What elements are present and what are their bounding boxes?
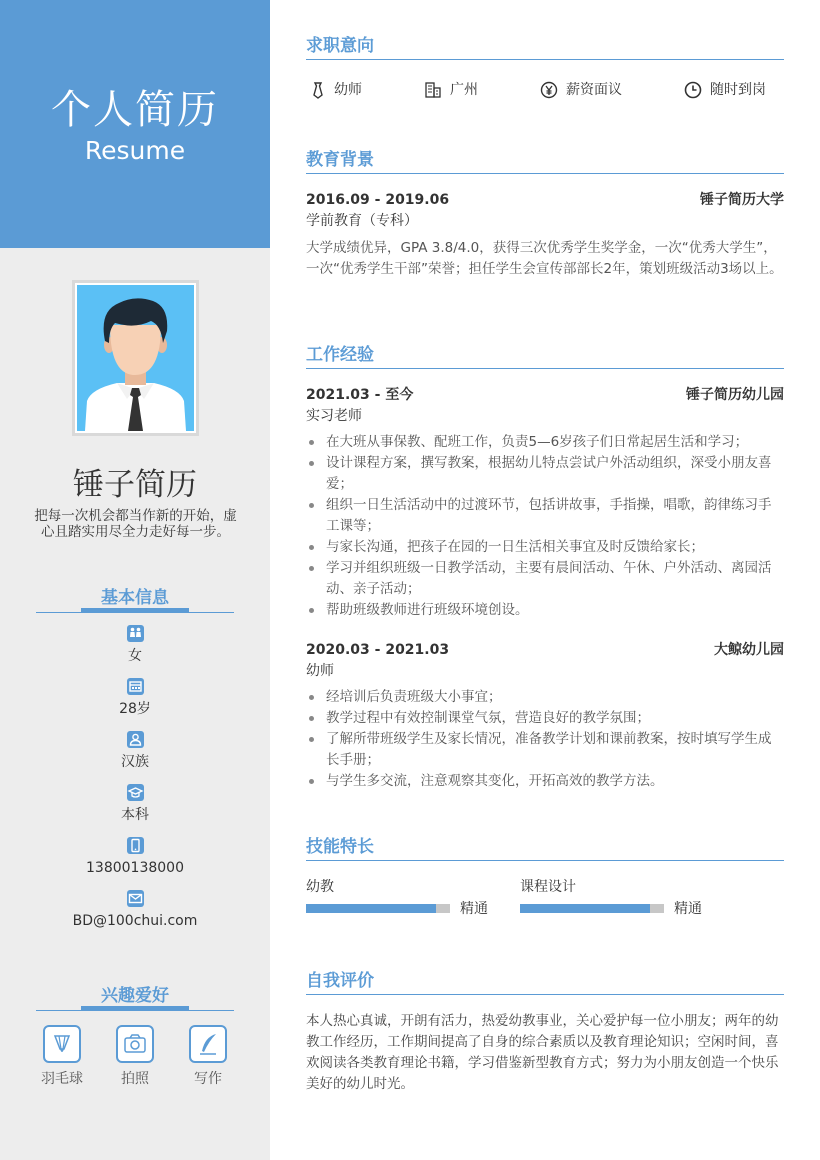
phone-value: 13800138000 bbox=[86, 860, 184, 876]
building-icon bbox=[424, 81, 442, 99]
intent-divider bbox=[306, 59, 784, 60]
education-description: 大学成绩优异，GPA 3.8/4.0，获得三次优秀学生奖学金，一次“优秀大学生”，一次“优秀学生干部”荣誉；担任学生会宣传部部长2年，策划班级活动3场以上。 bbox=[306, 240, 783, 277]
intent-city-text: 广州 bbox=[450, 82, 478, 98]
skill-progress-bar bbox=[520, 904, 664, 913]
email-icon bbox=[127, 890, 144, 907]
education-level-value: 本科 bbox=[121, 807, 149, 823]
work-heading: 工作经验 bbox=[306, 345, 374, 365]
job-company: 锤子简历幼儿园 bbox=[686, 387, 784, 403]
email-value: BD@100chui.com bbox=[72, 913, 198, 929]
pen-icon bbox=[189, 1025, 227, 1063]
education-period: 2016.09 - 2019.06 bbox=[306, 192, 450, 208]
list-item: 在大班从事保教、配班工作，负责5—6岁孩子们日常起居生活和学习； bbox=[306, 432, 784, 453]
sidebar-header bbox=[0, 0, 270, 248]
job-row bbox=[306, 641, 784, 659]
education-school: 锤子简历大学 bbox=[700, 192, 784, 208]
candidate-name: 锤子简历 bbox=[73, 467, 197, 503]
basic-info-divider bbox=[36, 612, 234, 613]
intent-availability-text: 随时到岗 bbox=[710, 82, 766, 98]
job-role: 实习老师 bbox=[306, 408, 362, 424]
self-eval-divider bbox=[306, 994, 784, 995]
skill-progress-fill bbox=[520, 904, 650, 913]
job-period: 2020.03 - 2021.03 bbox=[306, 642, 450, 658]
hobbies-divider bbox=[36, 1010, 234, 1011]
job-duties-list bbox=[306, 432, 784, 621]
list-item: 设计课程方案，撰写教案，根据幼儿特点尝试户外活动组织，深受小朋友喜爱； bbox=[306, 453, 784, 495]
intent-city bbox=[424, 80, 478, 100]
job-row bbox=[306, 386, 784, 404]
candidate-motto: 把每一次机会都当作新的开始，虚心且踏实用尽全力走好每一步。 bbox=[34, 508, 237, 540]
job-company: 大鲸幼儿园 bbox=[714, 642, 784, 658]
calendar-icon bbox=[127, 678, 144, 695]
job-role: 幼师 bbox=[306, 663, 334, 679]
intent-salary-text: 薪资面议 bbox=[566, 82, 622, 98]
hobby-label-photography: 拍照 bbox=[121, 1071, 149, 1087]
education-heading: 教育背景 bbox=[306, 150, 374, 170]
camera-icon bbox=[116, 1025, 154, 1063]
clock-icon bbox=[684, 81, 702, 99]
hobbies-heading: 兴趣爱好 bbox=[101, 986, 169, 1006]
list-item: 帮助班级教师进行班级环境创设。 bbox=[306, 600, 784, 621]
sidebar bbox=[0, 0, 270, 1160]
badminton-icon bbox=[43, 1025, 81, 1063]
list-item: 经培训后负责班级大小事宜； bbox=[306, 687, 784, 708]
graduation-cap-icon bbox=[127, 784, 144, 801]
yen-icon bbox=[540, 81, 558, 99]
self-eval-heading: 自我评价 bbox=[306, 971, 374, 991]
list-item: 了解所带班级学生及家长情况，准备教学计划和课前教案，按时填写学生成长手册； bbox=[306, 729, 784, 771]
skill-name: 幼教 bbox=[306, 879, 334, 895]
intent-salary bbox=[540, 80, 622, 100]
skills-divider bbox=[306, 860, 784, 861]
basic-info-heading: 基本信息 bbox=[101, 588, 169, 608]
list-item: 组织一日生活活动中的过渡环节，包括讲故事，手指操，唱歌，韵律练习手工课等； bbox=[306, 495, 784, 537]
self-eval-text: 本人热心真诚，开朗有活力，热爱幼教事业，关心爱护每一位小朋友；两年的幼教工作经历，工作期间提高了自身的综合素质以及教育理论知识；空闲时间，喜欢阅读各类教育理论书籍，学习借鉴新型教育方式；努力为小朋友创造一个快乐美好的幼儿时光。 bbox=[306, 1013, 779, 1092]
skill-progress-fill bbox=[306, 904, 436, 913]
person-icon bbox=[127, 731, 144, 748]
phone-icon bbox=[127, 837, 144, 854]
list-item: 学习并组织班级一日教学活动，主要有晨间活动、午休、户外活动、离园活动、亲子活动； bbox=[306, 558, 784, 600]
resume-subtitle: Resume bbox=[84, 136, 186, 165]
gender-icon bbox=[127, 625, 144, 642]
hobby-label-badminton: 羽毛球 bbox=[41, 1071, 83, 1087]
work-divider bbox=[306, 368, 784, 369]
intent-heading: 求职意向 bbox=[306, 36, 374, 56]
job-duties-list bbox=[306, 687, 784, 792]
intent-position-text: 幼师 bbox=[334, 82, 362, 98]
skills-heading: 技能特长 bbox=[306, 837, 374, 857]
intent-availability bbox=[684, 80, 766, 100]
ethnicity-value: 汉族 bbox=[121, 754, 149, 770]
education-divider bbox=[306, 173, 784, 174]
hobby-label-writing: 写作 bbox=[194, 1071, 222, 1087]
skill-level: 精通 bbox=[460, 901, 488, 917]
skill-name: 课程设计 bbox=[520, 879, 576, 895]
education-major: 学前教育（专科） bbox=[306, 213, 418, 229]
list-item: 与家长沟通，把孩子在园的一日生活相关事宜及时反馈给家长； bbox=[306, 537, 784, 558]
job-period: 2021.03 - 至今 bbox=[306, 387, 414, 403]
avatar-illustration bbox=[77, 285, 194, 431]
list-item: 与学生多交流，注意观察其变化，开拓高效的教学方法。 bbox=[306, 771, 784, 792]
skill-level: 精通 bbox=[674, 901, 702, 917]
tie-icon bbox=[310, 81, 326, 99]
age-value: 28岁 bbox=[119, 701, 151, 717]
resume-title: 个人简历 bbox=[51, 87, 219, 133]
gender-value: 女 bbox=[128, 648, 142, 664]
skill-progress-bar bbox=[306, 904, 450, 913]
profile-photo bbox=[72, 280, 199, 436]
list-item: 教学过程中有效控制课堂气氛，营造良好的教学氛围； bbox=[306, 708, 784, 729]
intent-position bbox=[310, 80, 362, 100]
education-row bbox=[306, 191, 784, 209]
